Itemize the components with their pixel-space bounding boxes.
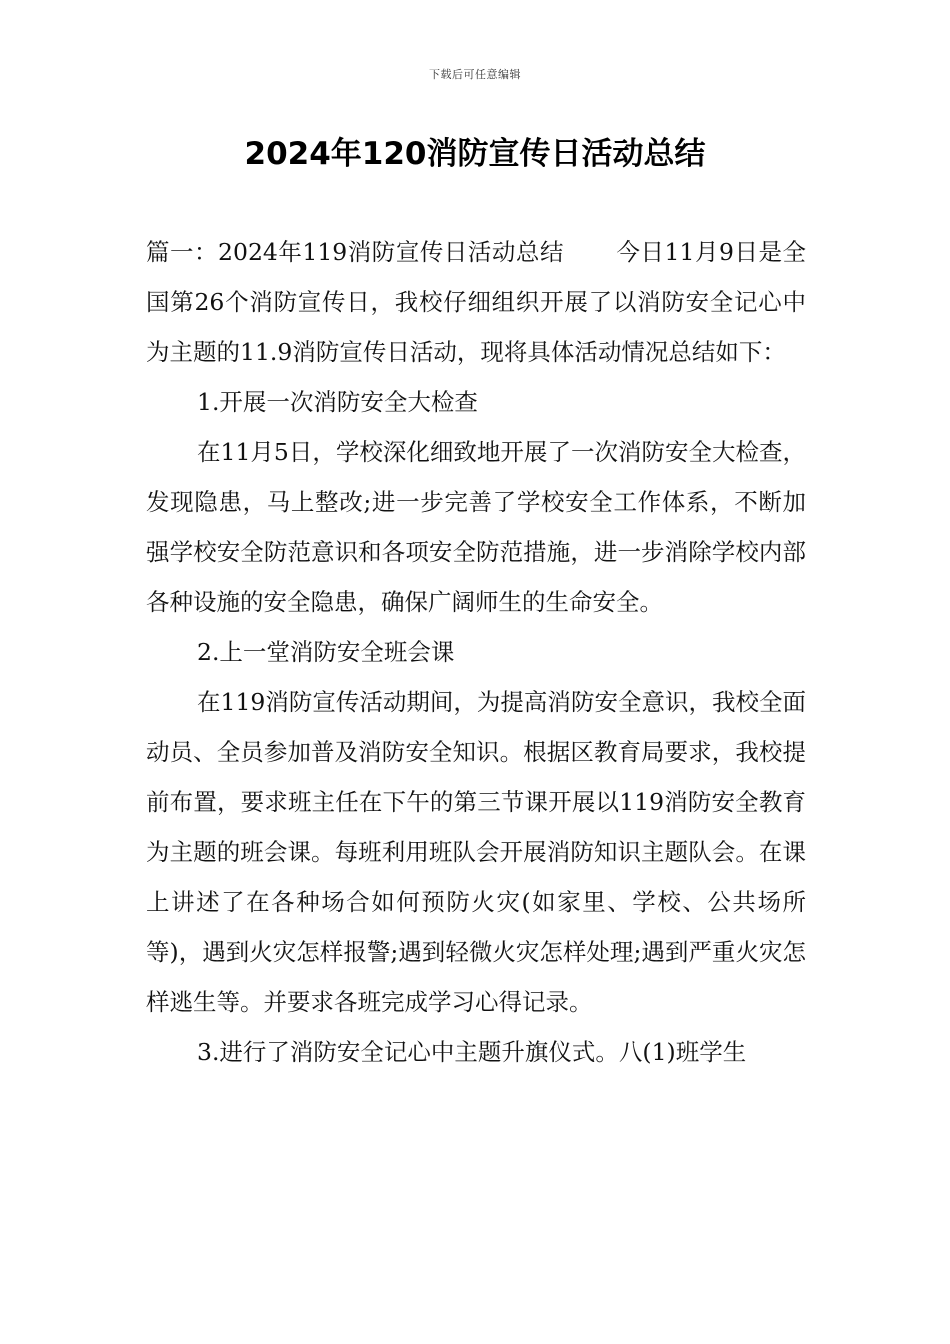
document-body bbox=[146, 227, 806, 1077]
intro-paragraph bbox=[146, 227, 806, 377]
header-note: 下载后可任意编辑 bbox=[429, 68, 521, 81]
intro-lead: 篇一：2024年119消防宣传日活动总结 bbox=[146, 238, 564, 266]
section-heading-3: 3.进行了消防安全记心中主题升旗仪式。八(1)班学生 bbox=[197, 1038, 747, 1066]
document-title: 2024年120消防宣传日活动总结 bbox=[244, 136, 706, 172]
section-heading-1: 1.开展一次消防安全大检查 bbox=[197, 388, 478, 416]
section-heading-2: 2.上一堂消防安全班会课 bbox=[197, 638, 455, 666]
section-body-2: 在119消防宣传活动期间，为提高消防安全意识，我校全面动员、全员参加普及消防安全知识。根据区教育局要求，我校提前布置，要求班主任在下午的第三节课开展以119消防安全教育为主题的班会课。每班利用班队会开展消防知识主题队会。在课上讲述了在各种场合如何预防火灾(如家里、学校、公共场所等)，遇到火灾怎样报警;遇到轻微火灾怎样处理;遇到严重火灾怎样逃生等。并要求各班完成学习心得记录。 bbox=[146, 688, 806, 1016]
intro-rest: 今日11月9日是全国第26个消防宣传日，我校仔细组织开展了以消防安全记心中为主题的11.9消防宣传日活动，现将具体活动情况总结如下： bbox=[146, 238, 806, 366]
section-body-1: 在11月5日，学校深化细致地开展了一次消防安全大检查，发现隐患，马上整改;进一步完善了学校安全工作体系，不断加强学校安全防范意识和各项安全防范措施，进一步消除学校内部各种设施的安全隐患，确保广阔师生的生命安全。 bbox=[146, 438, 806, 616]
